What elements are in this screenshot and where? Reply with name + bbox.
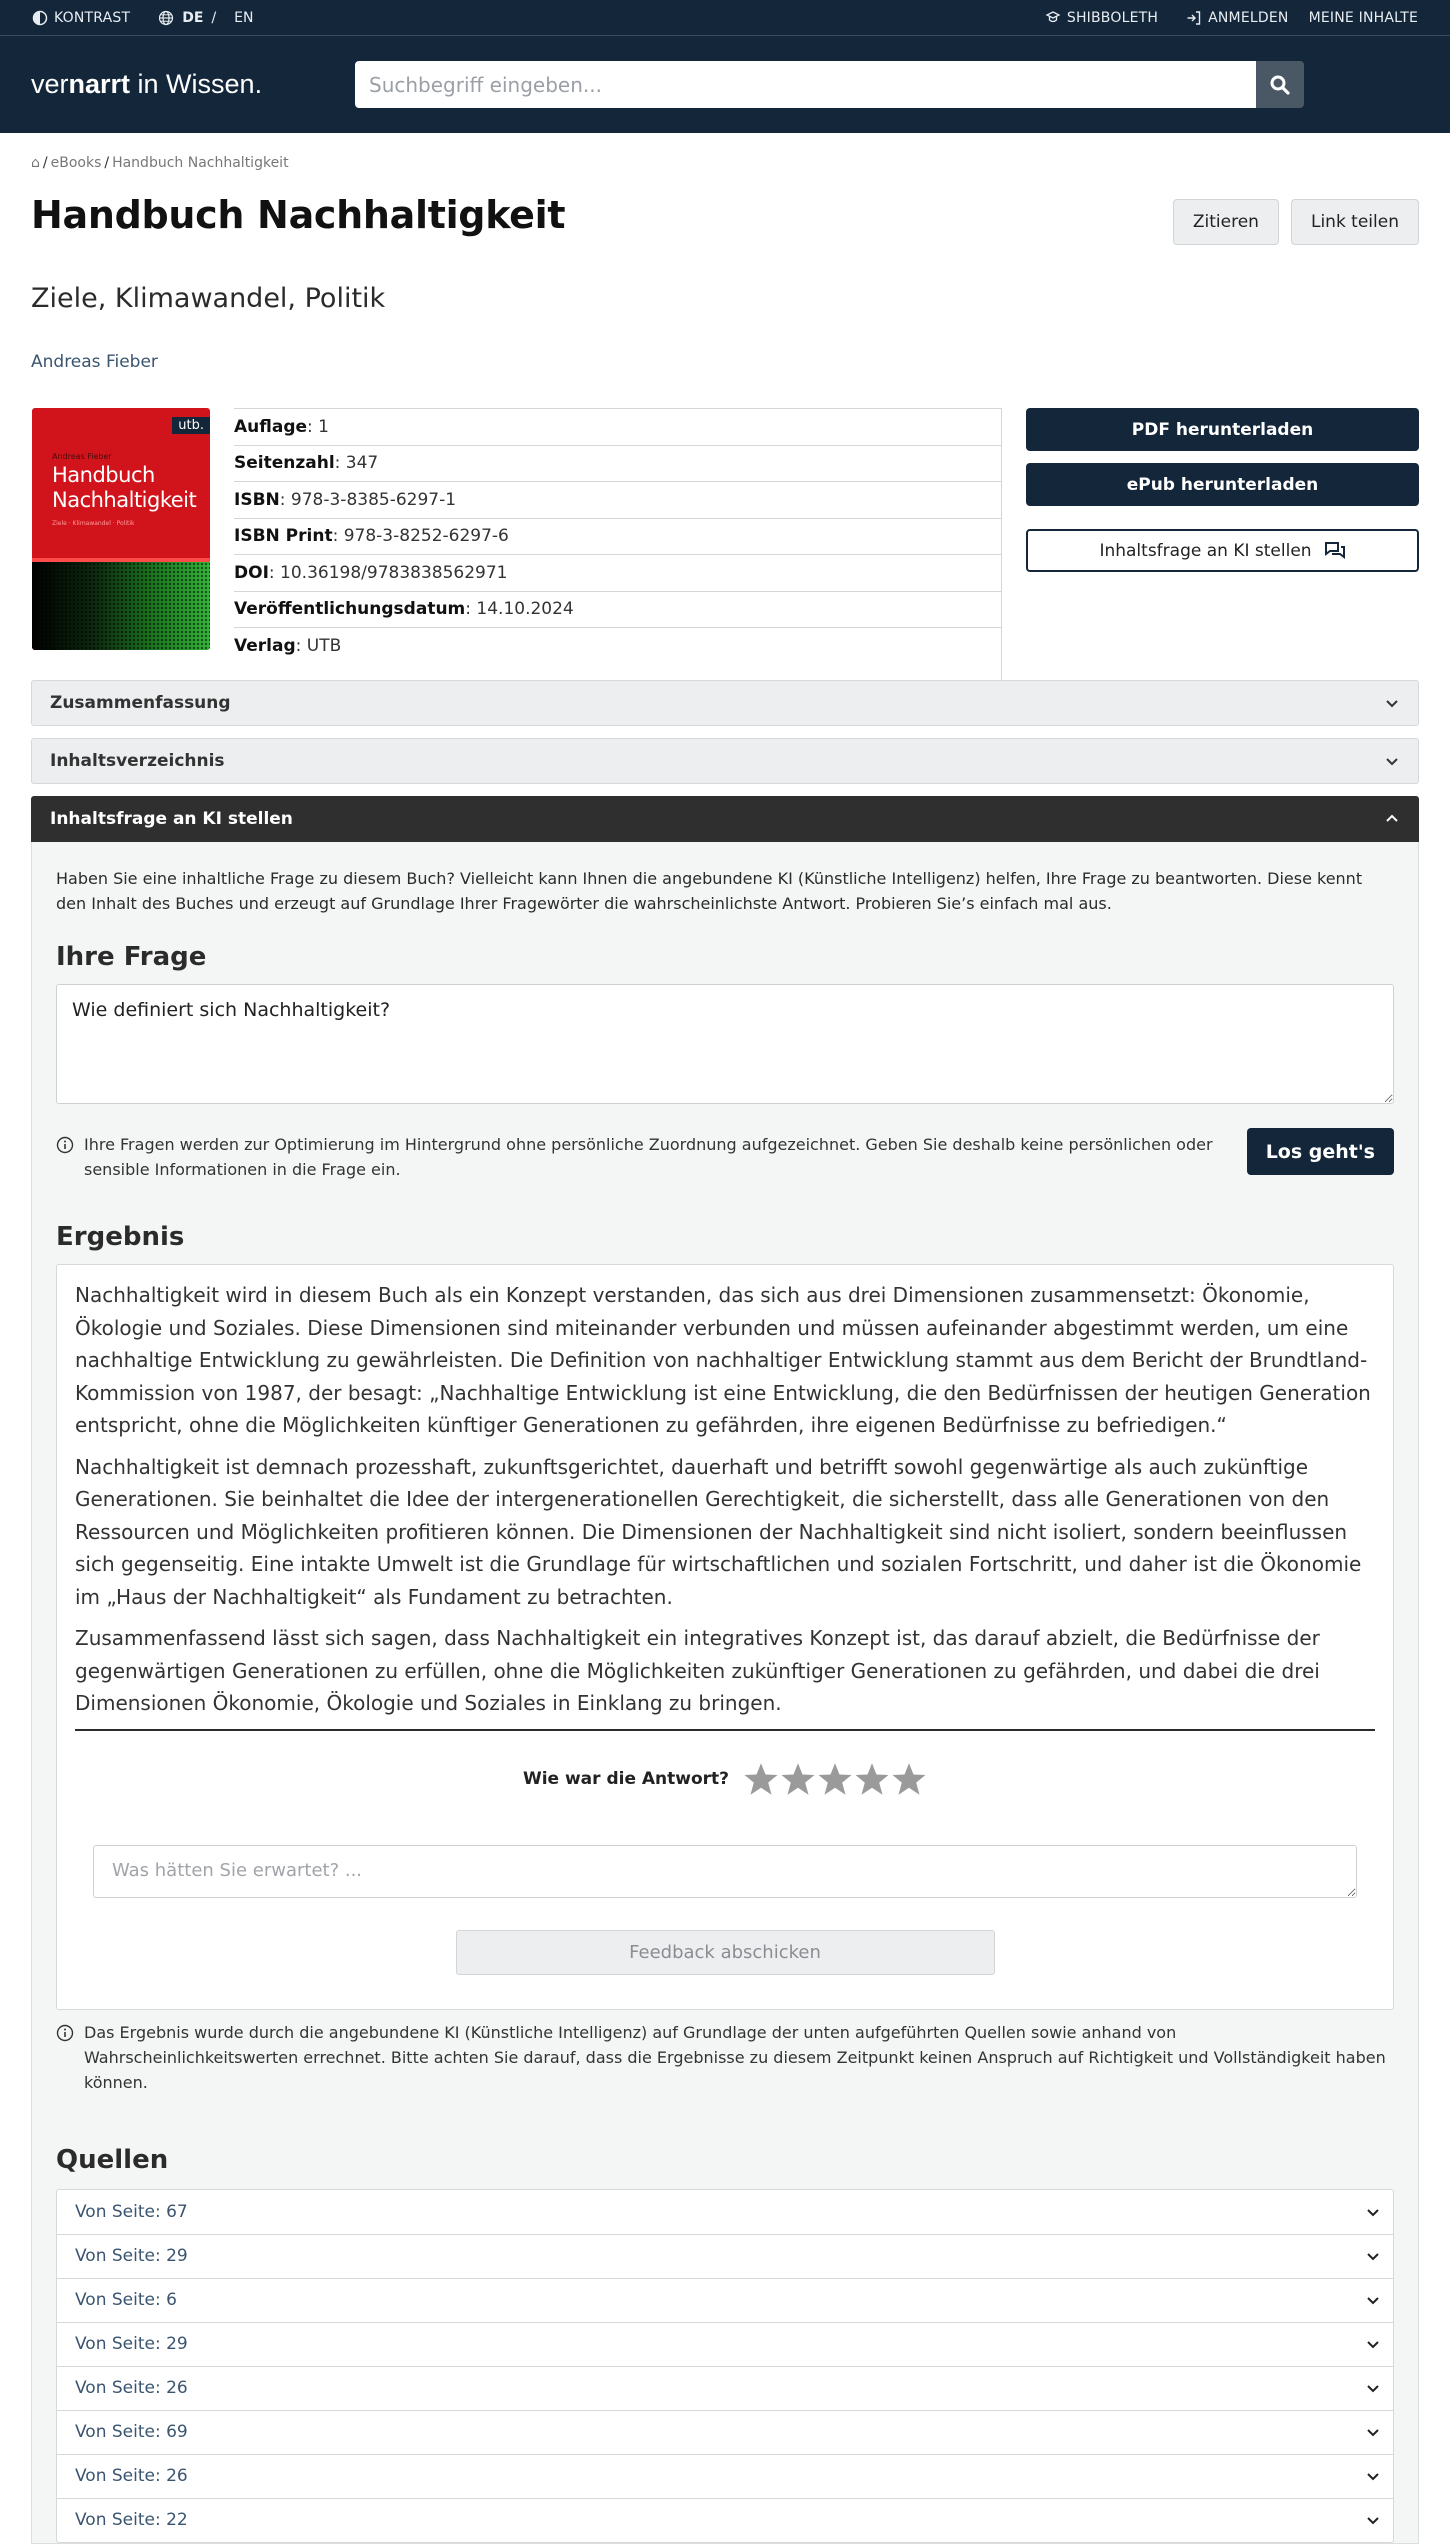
meta-isbn: ISBN : 978-3-8385-6297-1	[234, 481, 1001, 518]
chevron-down-icon	[1365, 2468, 1381, 2484]
result-paragraph: Nachhaltigkeit wird in diesem Buch als ein Konzept verstanden, das sich aus drei Dimensionen zusammensetzt: Ökonomie, Ökologie und Soziales. Diese Dimensionen sind miteinander verbunden und müssen aufeinander abgestimmt werden, um eine nachhaltige Entwicklung zu gewährleisten. Die Definition von nachhaltiger Entwicklung stammt aus dem Bericht der Brundtland-Kommission von 1987, der besagt: „Nachhaltige Entwicklung ist eine Entwicklung, die den Bedürfnissen der heutigen Generation entspricht, ohne die Möglichkeiten künftiger Generationen zu gefährden, ihre eigenen Bedürfnisse zu befriedigen.“	[75, 1283, 1371, 1437]
utility-bar	[0, 0, 1450, 36]
source-item[interactable]: Von Seite: 29	[57, 2322, 1393, 2366]
star-icon-5[interactable]	[891, 1761, 927, 1797]
info-icon	[56, 1136, 74, 1154]
source-item[interactable]: Von Seite: 22	[57, 2498, 1393, 2542]
globe-icon	[158, 10, 174, 26]
meta-edition: Auflage : 1	[234, 408, 1001, 445]
cover-author: Andreas Fieber	[52, 452, 112, 461]
login-label: ANMELDEN	[1208, 9, 1289, 26]
info-icon	[56, 2024, 74, 2042]
source-item[interactable]: Von Seite: 26	[57, 2454, 1393, 2498]
graduation-cap-icon	[1045, 10, 1061, 26]
book-subtitle: Ziele, Klimawandel, Politik	[31, 283, 386, 314]
ask-ai-button[interactable]	[1026, 529, 1419, 572]
question-heading: Ihre Frage	[56, 942, 207, 972]
book-info	[31, 408, 1419, 680]
author-link[interactable]: Andreas Fieber	[31, 352, 158, 372]
cite-button[interactable]: Zitieren	[1173, 199, 1279, 245]
accordion-toc-label: Inhaltsverzeichnis	[50, 751, 225, 771]
contrast-label: KONTRAST	[54, 9, 131, 26]
accordion-ask-ai[interactable]	[31, 796, 1419, 842]
search-bar	[355, 61, 1304, 108]
accordion-summary[interactable]	[31, 680, 1419, 726]
source-item[interactable]: Von Seite: 29	[57, 2234, 1393, 2278]
logo-text-pre: ver	[31, 69, 69, 99]
shibboleth-label: SHIBBOLETH	[1066, 9, 1159, 26]
accordion-group	[31, 680, 1419, 2544]
result-divider	[75, 1729, 1375, 1731]
breadcrumb-home-icon[interactable]: ⌂	[31, 155, 40, 171]
breadcrumb-current: Handbuch Nachhaltigkeit	[112, 155, 289, 171]
chevron-down-icon	[1365, 2248, 1381, 2264]
source-item[interactable]: Von Seite: 26	[57, 2366, 1393, 2410]
download-actions	[1026, 408, 1419, 680]
epub-download-button[interactable]: ePub herunterladen	[1026, 463, 1419, 506]
feedback-textarea[interactable]	[93, 1845, 1357, 1898]
result-box	[56, 1264, 1394, 2010]
ask-ai-label: Inhaltsfrage an KI stellen	[1099, 540, 1312, 561]
breadcrumb	[31, 133, 1419, 181]
chat-bubbles-icon	[1324, 540, 1346, 562]
chevron-down-icon	[1384, 753, 1400, 769]
sign-in-icon	[1186, 10, 1202, 26]
site-logo[interactable]	[31, 69, 355, 100]
source-item[interactable]: Von Seite: 67	[57, 2190, 1393, 2234]
language-switcher	[158, 10, 253, 26]
accordion-summary-label: Zusammenfassung	[50, 693, 231, 713]
logo-text-bold: narrt	[68, 69, 131, 99]
sources-list	[56, 2189, 1394, 2543]
meta-pages: Seitenzahl : 347	[234, 445, 1001, 482]
submit-feedback-button[interactable]: Feedback abschicken	[456, 1930, 995, 1975]
star-rating	[743, 1761, 927, 1797]
ai-intro-text: Haben Sie eine inhaltliche Frage zu diesem Buch? Vielleicht kann Ihnen die angebundene KI (Künstliche Intelligenz) helfen, Ihre Frage zu beantworten. Diese kennt den Inhalt des Buches und erzeugt auf Grundlage Ihrer Fragewörter die wahrscheinlichste Antwort. Probieren Sie’s einfach mal aus.	[56, 869, 1363, 913]
book-metadata	[234, 408, 1002, 680]
result-paragraph: Nachhaltigkeit ist demnach prozesshaft, zukunftsgerichtet, dauerhaft und betrifft sowohl gegenwärtige als auch zukünftige Generationen. Sie beinhaltet die Idee der intergenerationellen Gerechtigkeit, die sicherstellt, dass alle Generationen von den Ressourcen und Möglichkeiten profitieren können. Die Dimensionen der Nachhaltigkeit sind nicht isoliert, sondern beeinflussen sich gegenseitig. Eine intakte Umwelt ist die Grundlage für wirtschaftlichen und sozialen Fortschritt, und daher ist die Ökonomie im „Haus der Nachhaltigkeit“ als Fundament zu betrachten.	[75, 1454, 1362, 1609]
cover-publisher-badge: utb.	[172, 417, 210, 434]
result-paragraph: Zusammenfassend lässt sich sagen, dass Nachhaltigkeit ein integratives Konzept ist, das darauf abzielt, die Bedürfnisse der gegenwärtigen Generationen zu erfüllen, ohne die Möglichkeiten zukünftiger Generationen zu gefährden, und dabei die drei Dimensionen Ökonomie, Ökologie und Soziales in Einklang zu bringen.	[75, 1626, 1320, 1715]
meta-publisher: Verlag : UTB	[234, 627, 1001, 664]
sources-heading: Quellen	[56, 2144, 169, 2175]
chevron-down-icon	[1365, 2336, 1381, 2352]
title-row	[31, 191, 1419, 245]
pdf-download-button[interactable]: PDF herunterladen	[1026, 408, 1419, 451]
meta-publication-date: Veröffentlichungsdatum : 14.10.2024	[234, 591, 1001, 628]
rating-label: Wie war die Antwort?	[522, 1768, 730, 1789]
my-content-link[interactable]	[1309, 10, 1418, 26]
main-content	[0, 133, 1450, 2544]
source-item[interactable]: Von Seite: 69	[57, 2410, 1393, 2454]
star-icon-3[interactable]	[817, 1761, 853, 1797]
privacy-notice	[56, 1132, 1227, 1182]
lang-en[interactable]: EN	[234, 9, 254, 26]
source-item[interactable]: Von Seite: 6	[57, 2278, 1393, 2322]
lang-separator: /	[211, 9, 217, 26]
star-icon-1[interactable]	[743, 1761, 779, 1797]
shibboleth-link[interactable]	[1045, 10, 1158, 26]
chevron-down-icon	[1384, 695, 1400, 711]
breadcrumb-separator: /	[42, 155, 48, 171]
chevron-down-icon	[1365, 2424, 1381, 2440]
star-icon-4[interactable]	[854, 1761, 890, 1797]
star-icon-2[interactable]	[780, 1761, 816, 1797]
search-icon	[1268, 73, 1292, 97]
question-textarea[interactable]	[56, 984, 1394, 1104]
disclaimer-text: Das Ergebnis wurde durch die angebundene KI (Künstliche Intelligenz) auf Grundlage der unten aufgeführten Quellen sowie anhand von Wahrscheinlichkeitswerten errechnet. Bitte achten Sie darauf, dass die Ergebnisse zu diesem Zeitpunkt keinen Anspruch auf Richtigkeit und Vollständigkeit haben können.	[84, 2022, 1386, 2092]
question-notice-row	[56, 1132, 1394, 1182]
my-content-label: MEINE INHALTE	[1308, 9, 1418, 26]
cover-subtitle: Ziele · Klimawandel · Politik	[52, 520, 135, 527]
login-link[interactable]	[1186, 10, 1288, 26]
result-heading: Ergebnis	[56, 1222, 185, 1252]
contrast-icon	[32, 10, 48, 26]
chevron-down-icon	[1365, 2204, 1381, 2220]
book-cover-image	[32, 408, 210, 650]
ai-panel	[31, 842, 1419, 2544]
accordion-table-of-contents[interactable]	[31, 738, 1419, 784]
answer-rating	[75, 1761, 1375, 1797]
ai-disclaimer	[56, 2020, 1394, 2095]
breadcrumb-separator: /	[104, 155, 110, 171]
cover-title: Handbuch Nachhaltigkeit	[52, 463, 197, 512]
cover-pattern	[32, 558, 210, 650]
search-button[interactable]	[1256, 61, 1304, 108]
breadcrumb-ebooks[interactable]: eBooks	[50, 155, 102, 171]
meta-doi: DOI : 10.36198/9783838562971	[234, 554, 1001, 591]
chevron-up-icon	[1384, 811, 1400, 827]
accordion-ai-label: Inhaltsfrage an KI stellen	[50, 809, 293, 829]
chevron-down-icon	[1365, 2512, 1381, 2528]
page-title: Handbuch Nachhaltigkeit	[31, 193, 566, 237]
chevron-down-icon	[1365, 2380, 1381, 2396]
privacy-notice-text: Ihre Fragen werden zur Optimierung im Hintergrund ohne persönliche Zuordnung aufgezeichnet. Geben Sie deshalb keine persönlichen oder sensible Informationen in die Frage ein.	[84, 1135, 1213, 1179]
contrast-toggle[interactable]	[32, 10, 130, 26]
site-header	[0, 36, 1450, 133]
chevron-down-icon	[1365, 2292, 1381, 2308]
search-input[interactable]	[355, 61, 1256, 108]
meta-isbn-print: ISBN Print : 978-3-8252-6297-6	[234, 518, 1001, 555]
lang-de[interactable]: DE	[182, 9, 204, 26]
title-actions	[1173, 199, 1419, 245]
share-link-button[interactable]: Link teilen	[1291, 199, 1419, 245]
submit-question-button[interactable]: Los geht's	[1247, 1128, 1394, 1175]
logo-text-post: in Wissen.	[130, 69, 263, 99]
